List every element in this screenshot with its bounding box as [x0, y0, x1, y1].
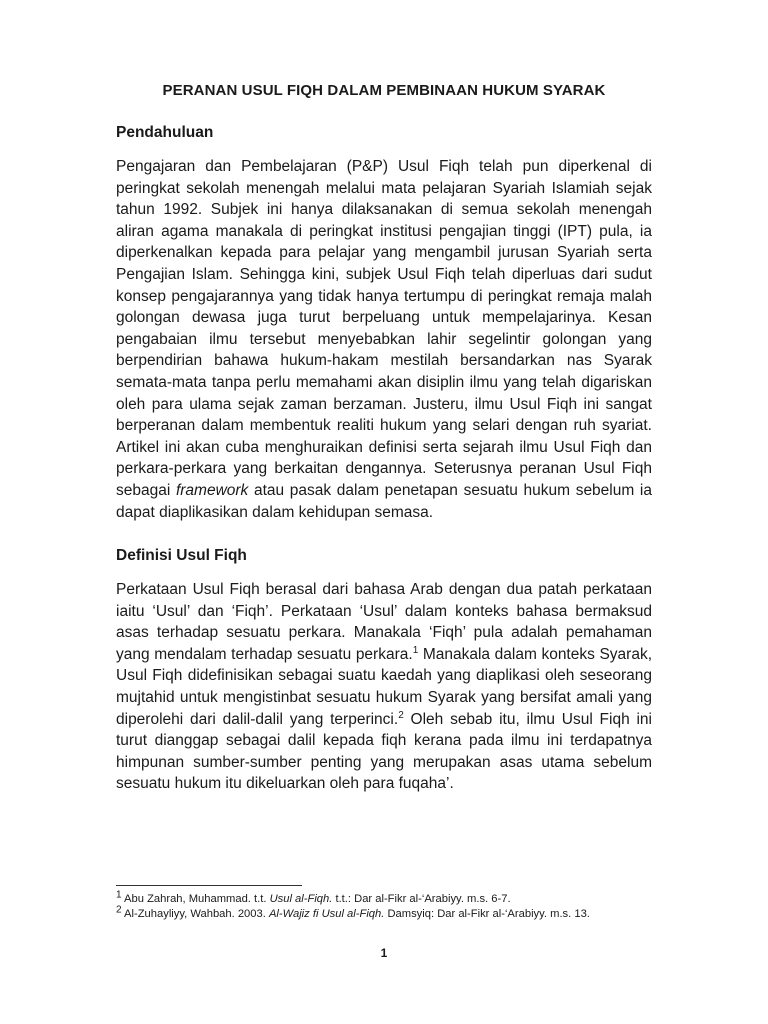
footnote-1 — [116, 889, 652, 907]
footnote-divider — [116, 885, 302, 886]
section-heading-pendahuluan: Pendahuluan — [116, 124, 214, 141]
paragraph-text: Pengajaran dan Pembelajaran (P&P) Usul Fiqh telah pun diperkenal di peringkat sekolah menengah melalui mata pelajaran Syariah Islamiah sejak tahun 1992. Subjek ini hanya dilaksanakan di semua sekolah menengah aliran agama manakala di peringkat institusi pengajian tinggi (IPT) pula, ia diperkenalkan kepada para pelajar yang mengambil jurusan Syariah serta Pengajian Islam. Sehingga kini, subjek Usul Fiqh telah diperluas dari sudut konsep pengajarannya yang tidak hanya tertumpu di peringkat remaja malah golongan dewasa juga turut berpeluang untuk mempelajarinya. Kesan pengabaian ilmu tersebut menyebabkan lahir segelintir golongan yang berpendirian bahawa hukum-hakam mestilah bersandarkan nas Syarak semata-mata tanpa perlu memahami akan disiplin ilmu yang telah digariskan oleh para ulama sejak zaman berzaman. Justeru, ilmu Usul Fiqh ini sangat berperanan dalam membentuk realiti hukum yang selari dengan ruh syariat. Artikel ini akan cuba menghuraikan definisi serta sejarah ilmu Usul Fiqh dan perkara-perkara yang berkaitan dengannya. Seterusnya peranan Usul Fiqh sebagai — [116, 158, 652, 499]
footnote-text: Al-Zuhayliyy, Wahbah. 2003. — [121, 907, 269, 920]
paragraph-definisi — [116, 579, 652, 795]
document-title: PERANAN USUL FIQH DALAM PEMBINAAN HUKUM SYARAK — [162, 82, 606, 99]
footnote-text: Abu Zahrah, Muhammad. t.t. — [121, 893, 270, 905]
paragraph-pendahuluan — [116, 156, 652, 523]
footnote-2 — [116, 903, 652, 922]
footnotes — [116, 889, 652, 921]
paragraph-text: Manakala dalam konteks Syarak, Usul Fiqh didefinisikan sebagai suatu kaedah yang diaplikasi oleh seseorang mujtahid untuk mengistinbat sesuatu hukum Syarak yang bersifat amali yang diperolehi dari dalil-dalil yang terperinci. — [116, 645, 652, 728]
paragraph-italic-term: framework — [175, 481, 249, 499]
document-page — [116, 82, 652, 795]
footnote-text: t.t.: Dar al-Fikr al-‘Arabiyy. m.s. 6-7. — [332, 893, 511, 905]
footnote-number: 1 — [116, 889, 122, 901]
footnote-number: 2 — [116, 903, 122, 915]
footnote-ref-2[interactable]: 2 — [398, 709, 404, 721]
paragraph-text: atau pasak dalam penetapan sesuatu hukum sebelum ia dapat diaplikasikan dalam kehidupan semasa. — [116, 481, 652, 521]
paragraph-text: Perkataan Usul Fiqh berasal dari bahasa Arab dengan dua patah perkataan iaitu ‘Usul’ dan ‘Fiqh’. Perkataan ‘Usul’ dalam konteks bahasa bermaksud asas terhadap sesuatu perkara. Manakala ‘Fiqh’ pula adalah pemahaman yang mendalam terhadap sesuatu perkara. — [116, 581, 652, 663]
footnote-text: Damsyiq: Dar al-Fikr al-‘Arabiyy. m.s. 13. — [384, 907, 590, 920]
paragraph-text: Oleh sebab itu, ilmu Usul Fiqh ini turut dianggap sebagai dalil kepada fiqh kerana pada ilmu ini terdapatnya himpunan sumber-sumber penting yang merupakan asas utama sebelum sesuatu hukum itu dikeluarkan oleh para fuqaha’. — [116, 710, 652, 793]
footnote-ref-1[interactable]: 1 — [412, 644, 419, 656]
footnote-title: Usul al-Fiqh. — [269, 893, 333, 905]
section-heading-definisi: Definisi Usul Fiqh — [116, 547, 247, 565]
footnote-title: Al-Wajiz fi Usul al-Fiqh. — [268, 907, 385, 920]
page-number: 1 — [380, 946, 388, 960]
